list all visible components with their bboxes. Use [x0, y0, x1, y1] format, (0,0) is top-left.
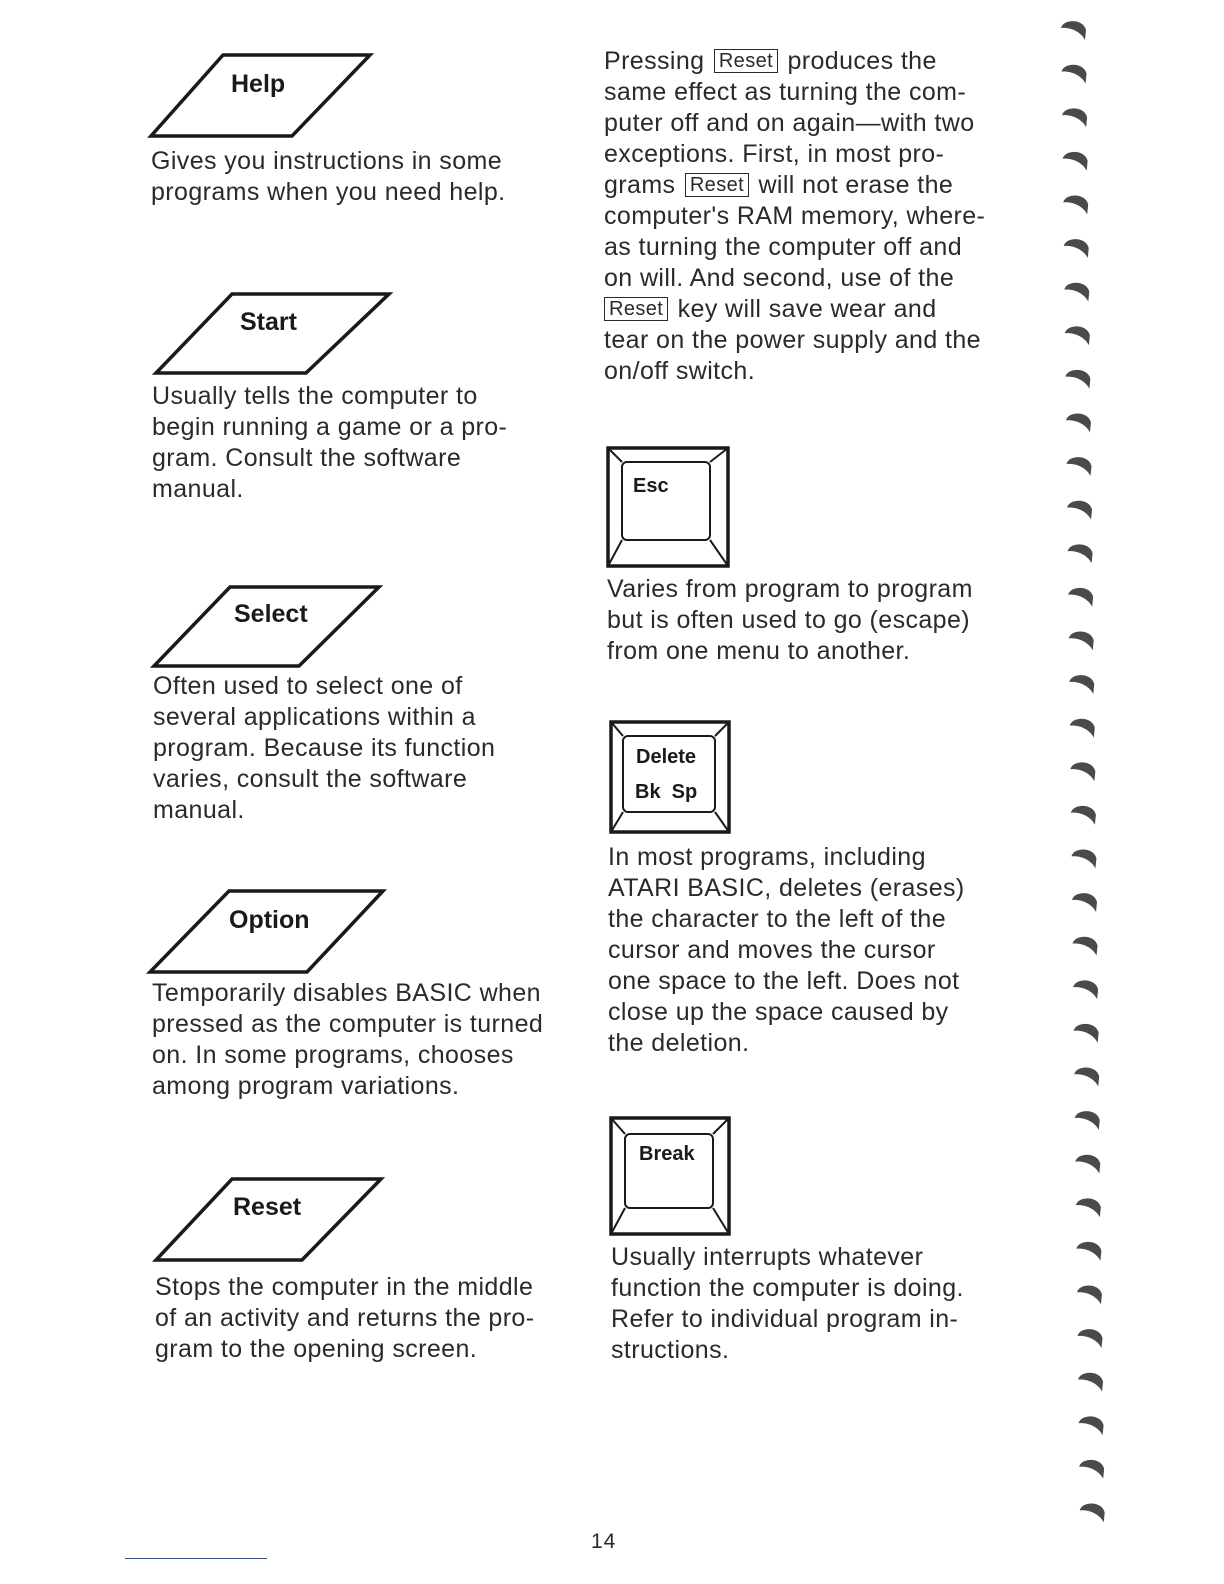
binding-hole [1074, 1068, 1099, 1087]
select-key-icon [151, 584, 385, 670]
binding-hole [1061, 21, 1086, 40]
esc-description: Varies from program to program but is often used to go (escape) from one menu to another. [607, 575, 973, 665]
binding-hole [1077, 1286, 1102, 1305]
option-key-label: Option [229, 906, 310, 934]
binding-hole [1080, 1504, 1105, 1523]
binding-hole [1066, 414, 1091, 433]
binding-hole [1076, 1242, 1101, 1261]
esc-key-icon [606, 446, 730, 568]
binding-hole [1067, 457, 1092, 476]
binding-hole [1076, 1198, 1101, 1217]
binding-hole [1074, 1024, 1099, 1043]
reset-key-inline: Reset [714, 49, 778, 73]
binding-hole [1069, 675, 1094, 694]
binding-hole [1069, 632, 1094, 651]
binding-hole [1079, 1460, 1104, 1479]
option-description: Temporarily disables BASIC when pressed as the computer is turned on. In some programs, chooses among program variations. [152, 979, 544, 1100]
help-description: Gives you instructions in some programs when you need help. [151, 147, 506, 206]
break-key-icon [609, 1116, 731, 1236]
binding-hole [1072, 893, 1097, 912]
reset-key-icon [153, 1176, 387, 1264]
binding-hole [1068, 588, 1093, 607]
binding-hole [1065, 370, 1090, 389]
reset-paragraph: Pressing Reset produces the same effect as turning the com- puter off and on again—with two exceptions. First, in most pro- grams Reset will not erase the computer's RAM memory, where- as turning the computer off and on will. And second, use of the Reset key will save wear and tear on the power supply and the on/off switch. [604, 47, 986, 385]
binding-hole [1070, 719, 1095, 738]
binding-hole [1078, 1329, 1103, 1348]
reset-key-label: Reset [233, 1193, 302, 1221]
esc-key-label: Esc [633, 475, 669, 497]
binding-hole [1078, 1373, 1103, 1392]
binding-hole [1062, 108, 1087, 127]
start-description: Usually tells the computer to begin running a game or a pro- gram. Consult the software manual. [152, 382, 508, 503]
delete-description: In most programs, including ATARI BASIC, deletes (erases) the character to the left of the cursor and moves the cursor one space to the left. Does not close up the space caused by the deletion. [608, 843, 965, 1057]
help-key-label: Help [231, 70, 286, 98]
binding-hole [1062, 65, 1087, 84]
help-key-icon [148, 52, 376, 140]
spiral-binding-holes [1055, 0, 1115, 1584]
binding-hole [1068, 544, 1093, 563]
binding-hole [1065, 326, 1090, 345]
delete-key-label: Delete [636, 746, 697, 768]
start-key-label: Start [240, 308, 297, 336]
delete-backspace-key-icon [609, 720, 731, 834]
binding-hole [1063, 152, 1088, 171]
backspace-key-label: Bk Sp [635, 781, 698, 803]
binding-hole [1063, 196, 1088, 215]
binding-hole [1075, 1155, 1100, 1174]
binding-hole [1079, 1416, 1104, 1435]
reset-key-inline: Reset [685, 173, 749, 197]
select-description: Often used to select one of several applications within a program. Because its function varies, consult the software manual. [153, 672, 496, 824]
footer-rule [125, 1558, 267, 1559]
reset-description: Stops the computer in the middle of an activity and returns the pro- gram to the opening screen. [155, 1273, 535, 1363]
binding-hole [1064, 239, 1089, 258]
binding-hole [1070, 762, 1095, 781]
binding-hole [1064, 283, 1089, 302]
binding-hole [1073, 937, 1098, 956]
start-key-icon [153, 291, 395, 377]
break-key-label: Break [639, 1143, 695, 1165]
option-key-icon [147, 888, 389, 976]
binding-hole [1067, 501, 1092, 520]
binding-hole [1075, 1111, 1100, 1130]
binding-hole [1073, 980, 1098, 999]
reset-key-inline: Reset [604, 297, 668, 321]
select-key-label: Select [234, 600, 308, 628]
break-description: Usually interrupts whatever function the computer is doing. Refer to individual program in- structions. [611, 1243, 964, 1364]
binding-hole [1071, 850, 1096, 869]
binding-hole [1071, 806, 1096, 825]
page-number: 14 [591, 1530, 617, 1553]
